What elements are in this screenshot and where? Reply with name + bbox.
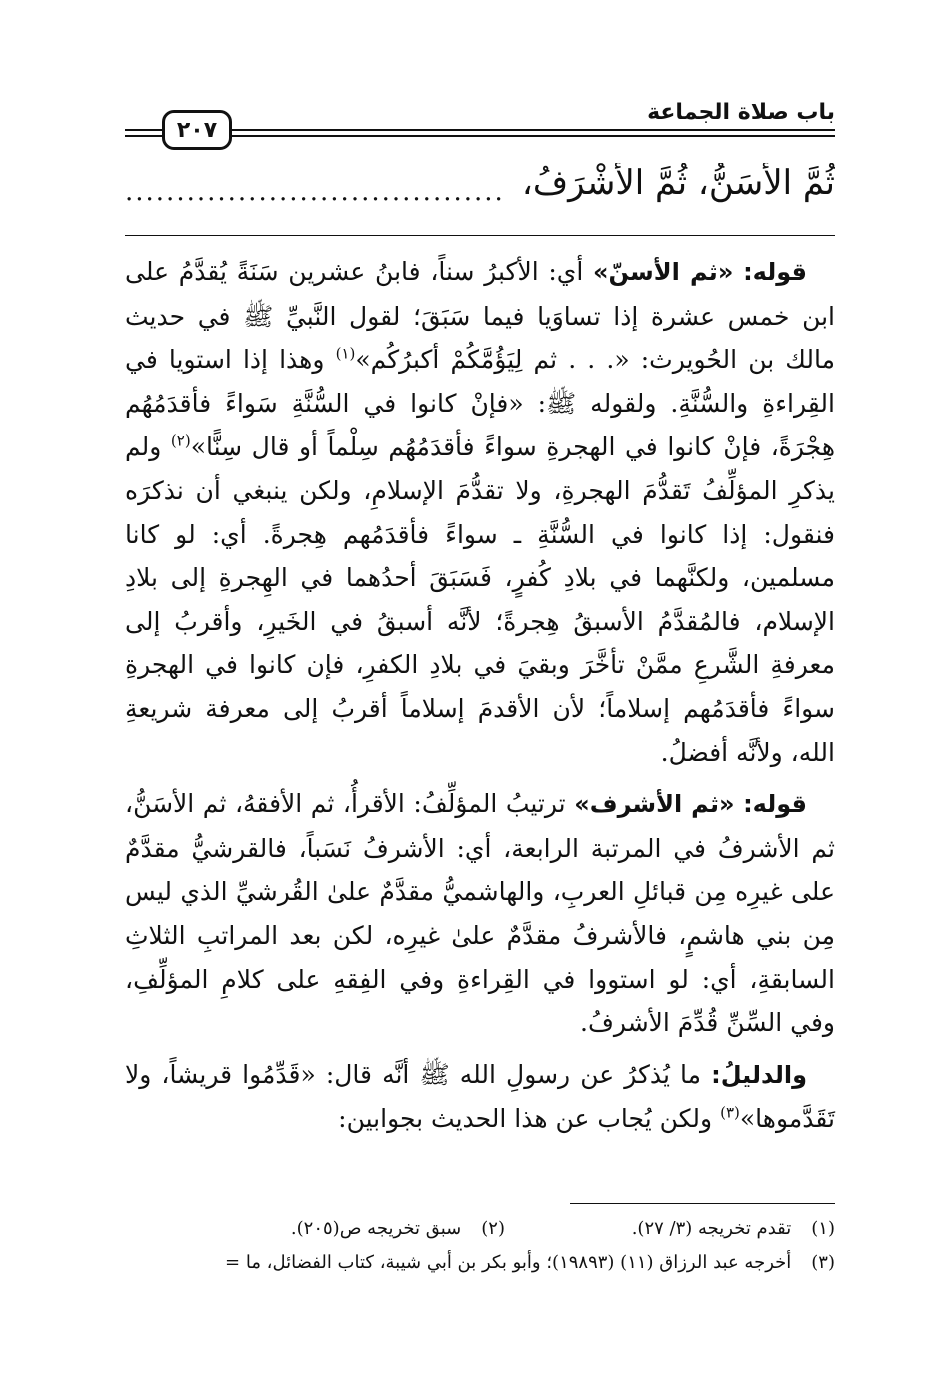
footnote-separator	[570, 1203, 835, 1204]
commentary-body	[125, 250, 835, 1149]
header-rule-left-bottom	[125, 135, 165, 137]
footnote-2	[291, 1212, 505, 1246]
footnote-ref-2[interactable]: (٢)	[170, 432, 191, 451]
footnote-1	[505, 1212, 835, 1246]
paragraph-1-text-c: ولم يذكرِ المؤلِّفُ تَقدُّمَ الهجرةِ، ولا تقدُّمَ الإسلامِ، ولكن ينبغي أن نذكرَه فنقول: إذا كانوا في السُّنَّةِ ـ سواءً فأقدَمُهم هِجرةً. أي: لو كانا مسلمين، ولكنَّهما في بلادِ كُفرٍ، فَسَبَقَ أحدُهما في الهِجرةِ إلى بلادِ الإسلام، فالمُقدَّمُ الأسبقُ هِجرةً؛ لأنَّه أسبقُ في الخَيرِ، وأقربُ إلى معرفةِ الشَّرعِ ممَّنْ تأخَّرَ وبقيَ في بلادِ الكفرِ، فإن كانوا في الهجرةِ سواءً فأقدَمُهم إسلاماً؛ لأن الأقدمَ إسلاماً أقربُ إلى معرفة شريعةِ الله، ولأنَّه أفضلُ.	[125, 432, 835, 767]
paragraph-1-quote: «ثم الأسنّ»	[593, 258, 734, 286]
paragraph-3	[125, 1053, 835, 1141]
footnote-ref-3[interactable]: (٣)	[720, 1103, 740, 1122]
matn-text: ثُمَّ الأَسَنُّ، ثُمَّ الأَشْرَفُ،	[521, 163, 835, 203]
paragraph-2-text: ترتيبُ المؤلِّفُ: الأقرأُ، ثم الأفقهُ، ثم الأسَنُّ، ثم الأشرفُ في المرتبة الرابعة، أي: الأشرفُ نَسَباً، فالقرشيُّ مقدَّمٌ على غيرِه مِن قبائلِ العربِ، والهاشميُّ مقدَّمٌ علىٰ القُرشيِّ الذي ليس مِن بني هاشمٍ، فالأشرفُ مقدَّمٌ علىٰ غيرِه، لكن بعد المراتبِ الثلاثِ السابقةِ، أي: لو استووا في القِراءةِ وفي الفِقهِ على كلامِ المؤلِّفِ، وفي السِّنِّ قُدِّمَ الأشرفُ.	[125, 789, 835, 1038]
footnote-1-number: (١)	[811, 1218, 835, 1239]
header-rule-left-top	[125, 129, 165, 131]
paragraph-3-text-a: ما يُذكرُ عن رسولِ الله ﷺ أنَّه قال: «قَدِّمُوا قريشاً، ولا تَقَدَّموها»	[125, 1059, 835, 1134]
matn-line	[125, 163, 835, 219]
paragraph-2	[125, 782, 835, 1045]
footnote-2-number: (٢)	[481, 1218, 505, 1239]
running-header	[120, 96, 835, 156]
footnote-3-number: (٣)	[811, 1252, 835, 1273]
paragraph-1	[125, 250, 835, 774]
footnote-3	[225, 1246, 835, 1280]
footnote-row-1	[105, 1212, 835, 1246]
footnotes	[105, 1212, 835, 1280]
footnote-1-text: تقدم تخريجه (٣/ ٢٧).	[631, 1218, 792, 1239]
paragraph-1-text-a: أي: الأكبرُ سناً، فابنُ عشرين سَنَةً يُقدَّمُ على ابن خمس عشرة إذا تساوَيا فيما سَبَقَ؛ لقول النَّبيِّ ﷺ في حديث مالك بن الحُويرث: «. . . ثم لِيَؤُمَّكُمْ أكبرُكُم»	[125, 257, 835, 375]
page-number: ٢٠٧	[162, 110, 232, 150]
paragraph-3-lead: والدليلُ:	[711, 1060, 807, 1089]
paragraph-3-text-b: ولكن يُجاب عن هذا الحديث بجوابين:	[338, 1104, 721, 1134]
paragraph-1-lead: قوله:	[743, 258, 807, 286]
paragraph-2-lead: قوله:	[743, 790, 808, 819]
footnote-row-2	[105, 1246, 835, 1280]
chapter-title: باب صلاة الجماعة	[647, 100, 835, 125]
footnote-ref-1[interactable]: (١)	[335, 344, 356, 363]
header-rule-right-top	[228, 129, 835, 131]
matn-divider	[125, 235, 835, 236]
paragraph-2-quote: «ثم الأشرف»	[574, 790, 735, 819]
footnote-2-text: سبق تخريجه ص(٢٠٥).	[290, 1218, 462, 1239]
header-rule-right-bottom	[228, 135, 835, 137]
matn-dots: .....................................	[125, 177, 505, 207]
footnote-3-text: أخرجه عبد الرزاق (١١) (١٩٨٩٣)؛ وأبو بكر بن أبي شيبة، كتاب الفضائل، ما =	[225, 1252, 792, 1273]
paragraph-1-text-b: وهذا إذا استويا في القِراءةِ والسُّنَّةِ. ولقوله ﷺ: «فإنْ كانوا في السُّنَّةِ سَواءً فأقدَمُهُم هِجْرَةً، فإنْ كانوا في الهجرةِ سواءً فأقدَمُهُم سِلْماً أو قال سِنًّا»	[125, 345, 836, 462]
